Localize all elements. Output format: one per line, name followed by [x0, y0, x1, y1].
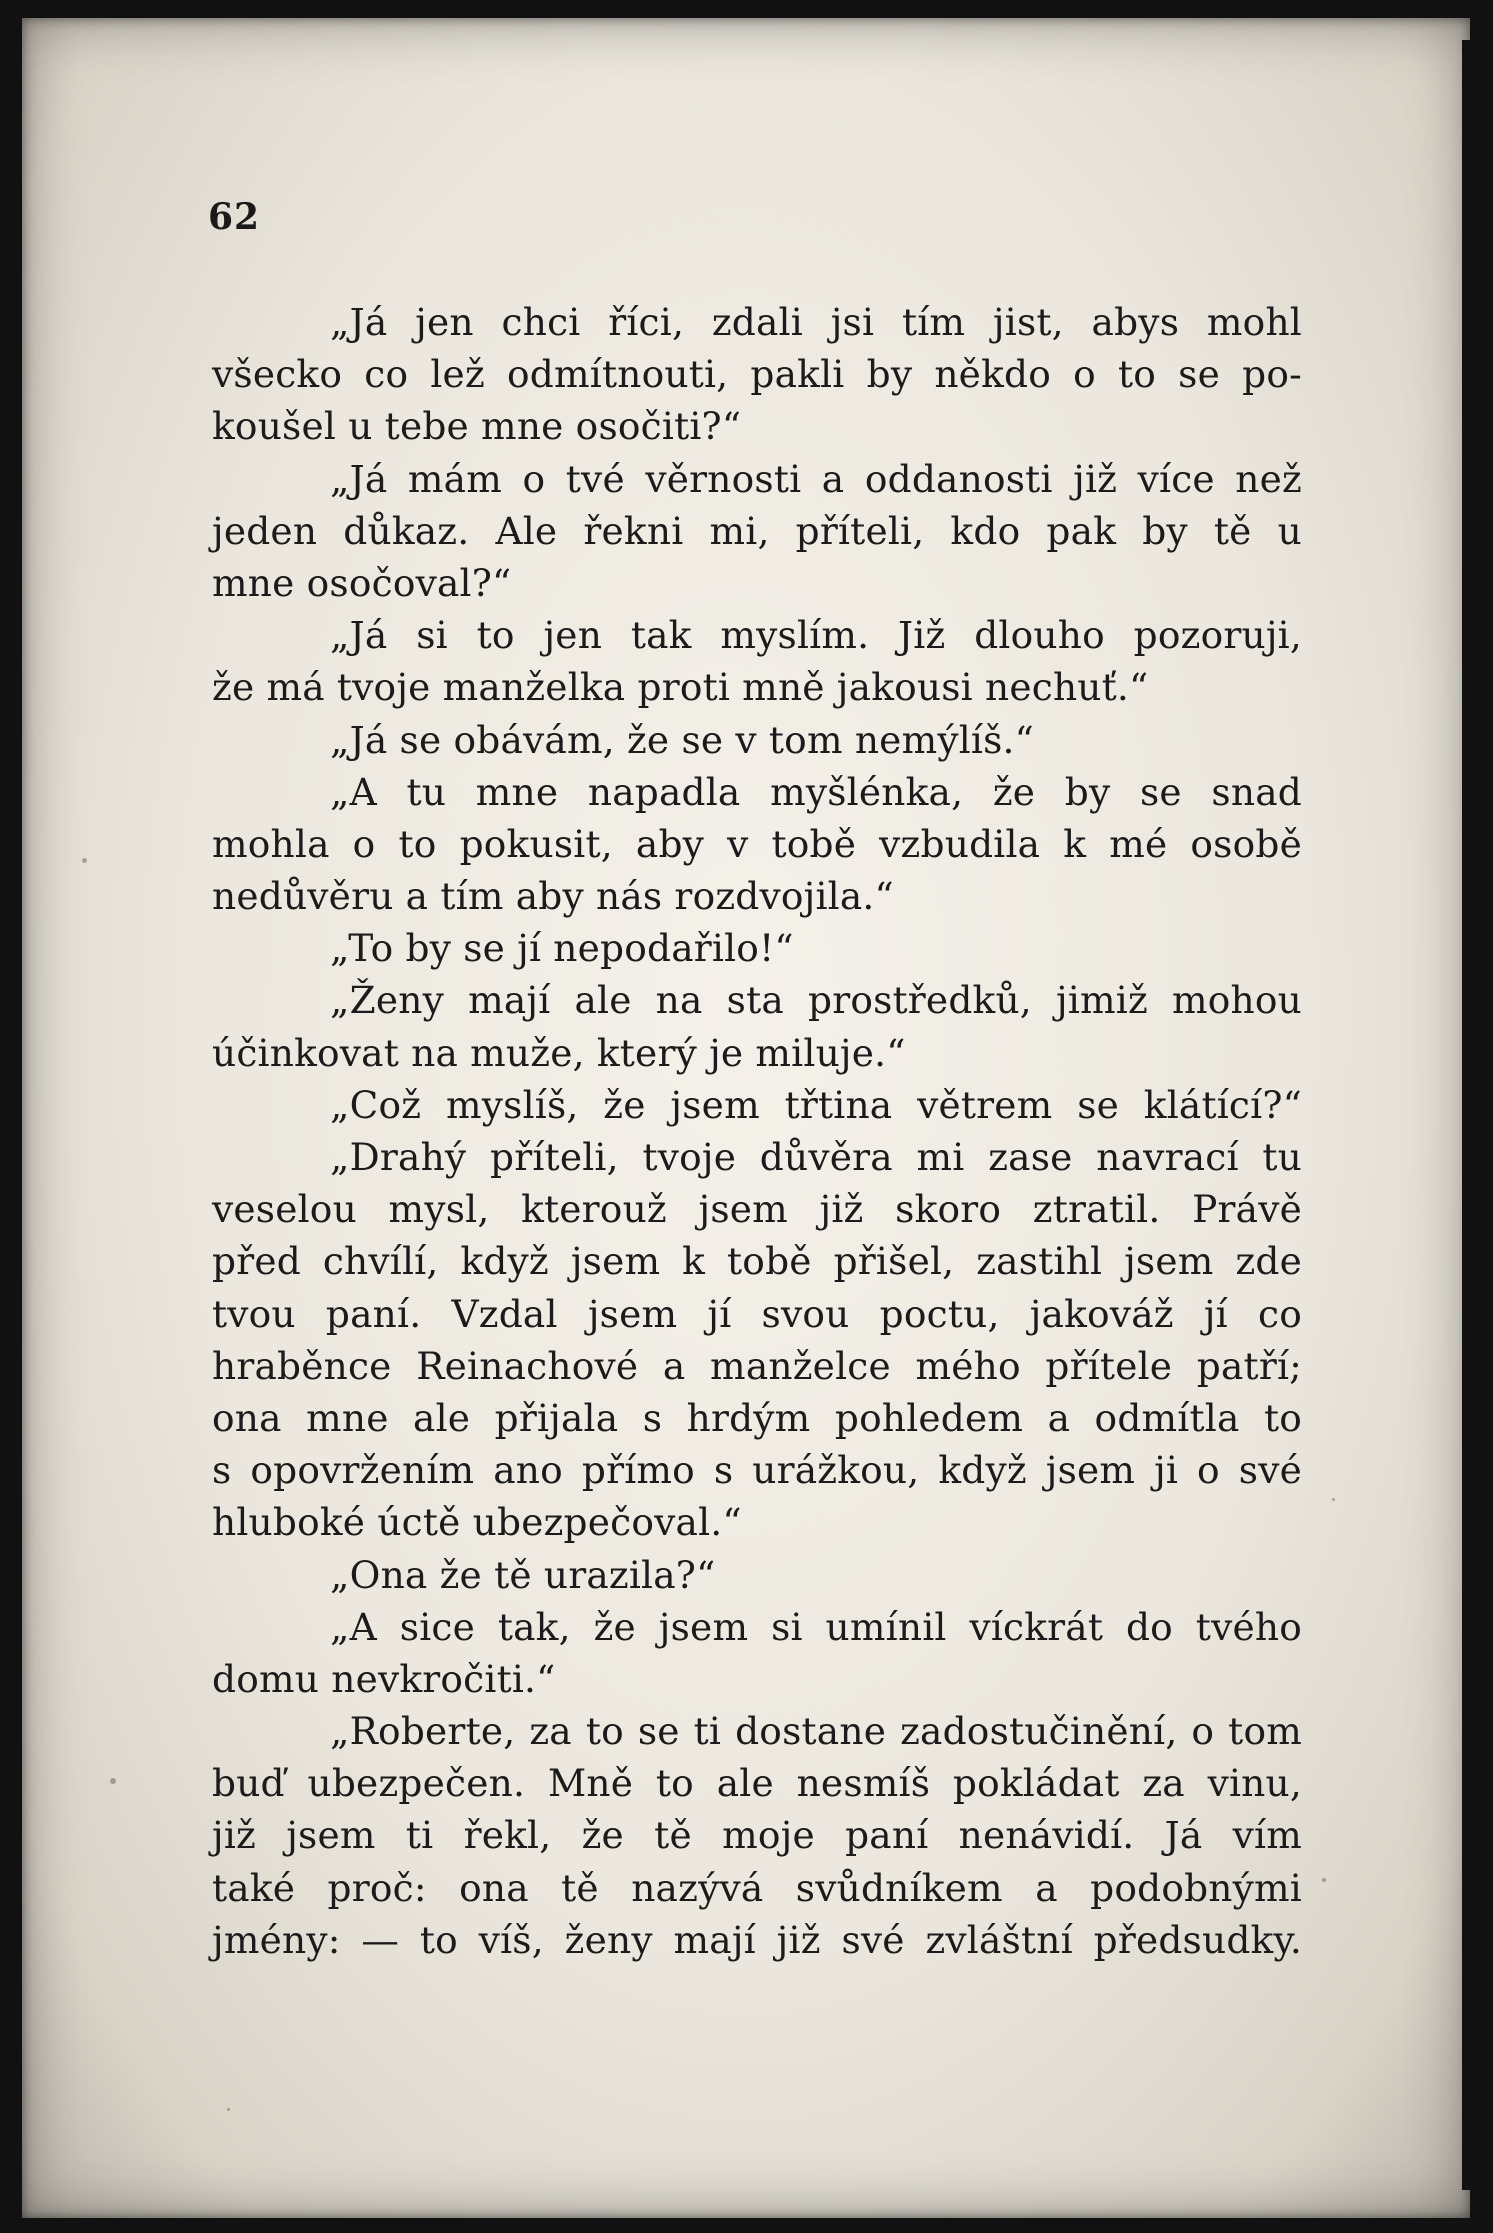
text-line: nedůvěru a tím aby nás rozdvojila.“	[212, 874, 894, 919]
text-line: „Což myslíš, že jsem třtina větrem se klátící?“	[330, 1082, 1302, 1127]
body-text	[212, 296, 1302, 1966]
text-line: „A tu mne napadla myšlénka, že by se snad	[330, 769, 1302, 814]
text-line: že má tvoje manželka proti mně jakousi nechuť.“	[212, 665, 1149, 710]
text-line: před chvílí, když jsem k tobě přišel, zastihl jsem zde	[212, 1239, 1302, 1284]
text-line: „Já jen chci říci, zdali jsi tím jist, abys mohl	[330, 300, 1302, 344]
text-line: „Já se obávám, že se v tom nemýlíš.“	[330, 717, 1035, 762]
scan-speck	[1332, 1498, 1335, 1501]
text-line: jeden důkaz. Ale řekni mi, příteli, kdo pak by tě u	[212, 508, 1302, 553]
text-line: jmény: — to víš, ženy mají již své zvláštní předsudky.	[212, 1917, 1302, 1962]
text-line: „To by se jí nepodařilo!“	[330, 926, 794, 971]
text-line: „Roberte, za to se ti dostane zadostučinění, o tom	[330, 1709, 1302, 1754]
text-line: hluboké úctě ubezpečoval.“	[212, 1500, 742, 1545]
text-line: „Já si to jen tak myslím. Již dlouho pozoruji,	[330, 613, 1302, 658]
text-line: mohla o to pokusit, aby v tobě vzbudila k mé osobě	[212, 821, 1302, 866]
scan-speck	[110, 1778, 116, 1784]
text-line: „A sice tak, že jsem si umínil víckrát do tvého	[330, 1604, 1302, 1649]
scan-speck	[1322, 1878, 1326, 1882]
text-line: buď ubezpečen. Mně to ale nesmíš pokládat za vinu,	[212, 1761, 1302, 1806]
text-line: všecko co lež odmítnouti, pakli by někdo o to se po-	[212, 352, 1302, 397]
text-line: účinkovat na muže, který je miluje.“	[212, 1030, 906, 1075]
scan-speck	[227, 2108, 230, 2111]
text-line: domu nevkročiti.“	[212, 1656, 556, 1701]
text-line: „Já mám o tvé věrnosti a oddanosti již více než	[330, 456, 1302, 501]
text-line: „Ženy mají ale na sta prostředků, jimiž mohou	[330, 978, 1302, 1023]
text-line: s opovržením ano přímo s urážkou, když jsem ji o své	[212, 1448, 1302, 1493]
text-line: mne osočoval?“	[212, 560, 512, 605]
text-line: „Drahý příteli, tvoje důvěra mi zase navrací tu	[330, 1135, 1302, 1179]
scan-speck	[82, 858, 87, 863]
text-line: již jsem ti řekl, že tě moje paní nenávidí. Já vím	[212, 1813, 1302, 1858]
text-line: ona mne ale přijala s hrdým pohledem a odmítla to	[212, 1395, 1302, 1440]
text-line: veselou mysl, kterouž jsem již skoro ztratil. Právě	[212, 1187, 1302, 1232]
text-line: tvou paní. Vzdal jsem jí svou poctu, jakováž jí co	[212, 1291, 1302, 1336]
book-page	[22, 18, 1470, 2218]
text-line: koušel u tebe mne osočiti?“	[212, 404, 742, 449]
text-line: hraběnce Reinachové a manželce mého přítele patří;	[212, 1343, 1302, 1388]
binding-edge	[1462, 40, 1470, 2190]
text-line: také proč: ona tě nazývá svůdníkem a podobnými	[212, 1865, 1302, 1910]
page-number: 62	[208, 196, 261, 238]
text-line: „Ona že tě urazila?“	[330, 1552, 716, 1597]
